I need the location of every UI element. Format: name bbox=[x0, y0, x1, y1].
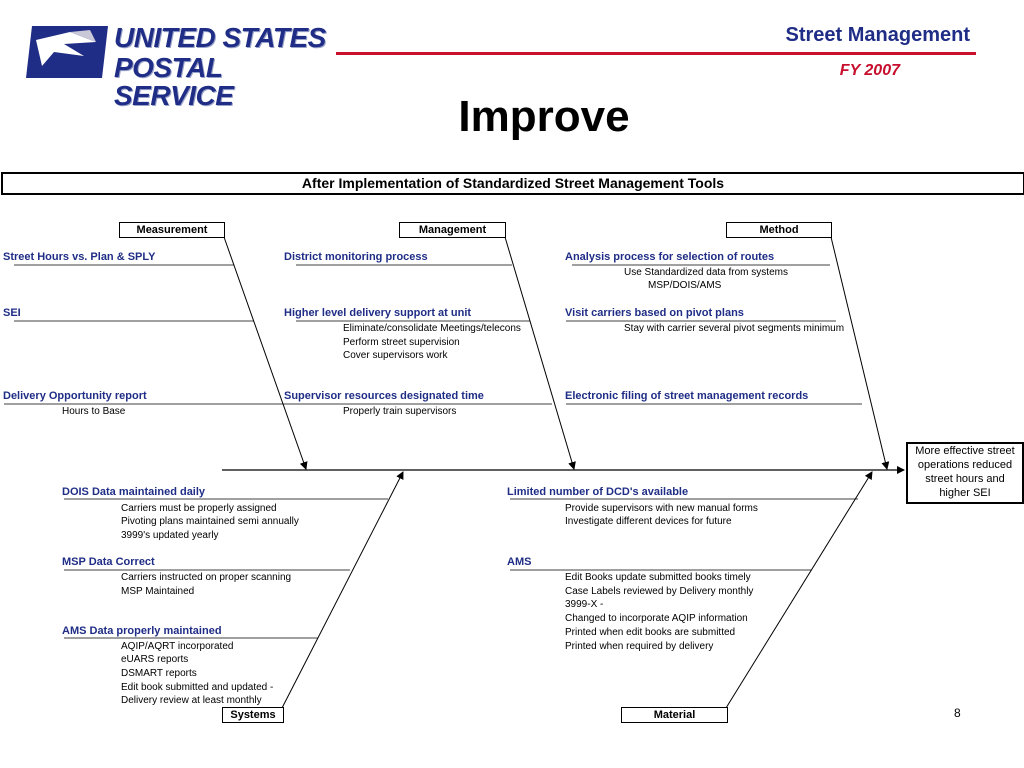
sub-cause: Stay with carrier several pivot segments minimum bbox=[624, 323, 845, 334]
sub-cause: Delivery review at least monthly bbox=[121, 695, 262, 706]
effect-box bbox=[906, 442, 1024, 504]
page-number: 8 bbox=[954, 706, 961, 720]
sub-cause: Printed when edit books are submitted bbox=[565, 627, 736, 638]
sub-cause: Eliminate/consolidate Meetings/telecons bbox=[343, 323, 521, 334]
sub-cause: Carriers must be properly assigned bbox=[121, 503, 277, 514]
effect-line: More effective street bbox=[915, 445, 1015, 457]
sub-cause: AQIP/AQRT incorporated bbox=[121, 641, 234, 652]
category-systems: Systems bbox=[222, 707, 284, 723]
category-method: Method bbox=[726, 222, 832, 238]
fiscal-year: FY 2007 bbox=[839, 62, 900, 79]
sub-cause: Edit Books update submitted books timely bbox=[565, 572, 751, 583]
sub-cause: Edit book submitted and updated - bbox=[121, 682, 274, 693]
category-management: Management bbox=[399, 222, 506, 238]
cause-ams: AMS bbox=[507, 556, 532, 568]
effect-line: street hours and bbox=[925, 473, 1005, 485]
category-material: Material bbox=[621, 707, 728, 723]
sub-cause: Investigate different devices for future bbox=[565, 516, 732, 527]
management-bone bbox=[505, 237, 574, 469]
sub-cause: Properly train supervisors bbox=[343, 406, 457, 417]
cause-dois-data: DOIS Data maintained daily bbox=[62, 486, 206, 498]
cause-msp-data: MSP Data Correct bbox=[62, 556, 155, 568]
sub-cause: Printed when required by delivery bbox=[565, 641, 714, 652]
cause-electronic-filing: Electronic filing of street management records bbox=[565, 390, 809, 402]
cause-limited-dcds: Limited number of DCD's available bbox=[507, 486, 689, 498]
slide-title: Improve bbox=[458, 92, 630, 141]
logo-line-1: UNITED STATES bbox=[114, 22, 326, 53]
cause-sei: SEI bbox=[3, 307, 21, 319]
header-title: Street Management bbox=[785, 24, 970, 46]
sub-cause: MSP Maintained bbox=[121, 586, 195, 597]
cause-district-monitoring: District monitoring process bbox=[284, 251, 428, 263]
cause-street-hours: Street Hours vs. Plan & SPLY bbox=[3, 251, 156, 263]
category-measurement: Measurement bbox=[119, 222, 225, 238]
cause-supervisor-resources: Supervisor resources designated time bbox=[284, 390, 484, 402]
sub-cause: eUARS reports bbox=[121, 654, 189, 665]
sub-cause: Changed to incorporate AQIP information bbox=[565, 613, 748, 624]
section-banner: After Implementation of Standardized Street Management Tools bbox=[1, 172, 1024, 195]
sub-cause: 3999-X - bbox=[565, 599, 604, 610]
sub-cause: DSMART reports bbox=[121, 668, 197, 679]
sub-cause: 3999's updated yearly bbox=[121, 530, 219, 541]
sub-cause: Hours to Base bbox=[62, 406, 126, 417]
sub-cause: Provide supervisors with new manual forms bbox=[565, 503, 758, 514]
systems-bone bbox=[282, 472, 403, 708]
sub-cause: Cover supervisors work bbox=[343, 350, 448, 361]
logo-line-2: POSTAL SERVICE bbox=[114, 52, 234, 111]
method-bone bbox=[831, 237, 887, 469]
cause-ams-data: AMS Data properly maintained bbox=[62, 625, 222, 637]
effect-line: higher SEI bbox=[939, 487, 991, 499]
sub-cause: Pivoting plans maintained semi annually bbox=[121, 516, 299, 527]
cause-visit-carriers: Visit carriers based on pivot plans bbox=[565, 307, 744, 319]
cause-delivery-opportunity: Delivery Opportunity report bbox=[3, 390, 147, 402]
sub-cause: Perform street supervision bbox=[343, 337, 460, 348]
measurement-bone bbox=[224, 237, 306, 469]
cause-analysis-process: Analysis process for selection of routes bbox=[565, 251, 775, 263]
sub-cause: Case Labels reviewed by Delivery monthly bbox=[565, 586, 754, 597]
cause-higher-level-support: Higher level delivery support at unit bbox=[284, 307, 472, 319]
effect-line: operations reduced bbox=[917, 459, 1013, 471]
sub-cause: MSP/DOIS/AMS bbox=[648, 280, 722, 291]
sub-cause: Carriers instructed on proper scanning bbox=[121, 572, 292, 583]
sub-cause: Use Standardized data from systems bbox=[624, 267, 788, 278]
